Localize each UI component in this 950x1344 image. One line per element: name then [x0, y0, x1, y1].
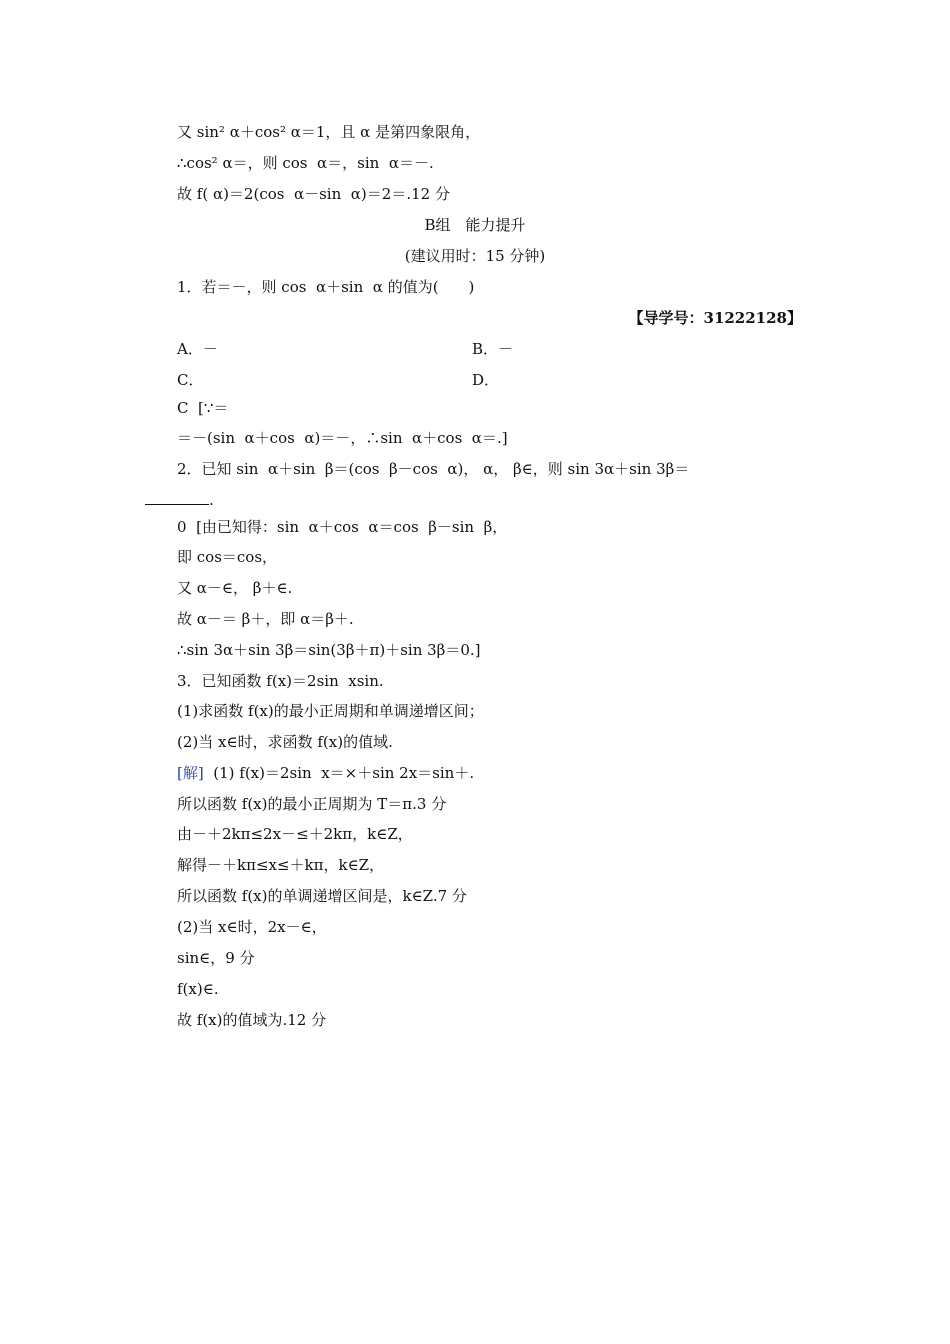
answer-2-line-1: 0 [由已知得：sin α＋cos α＝cos β－sin β， — [177, 518, 508, 536]
time-hint: (建议用时：15 分钟) — [404, 247, 546, 265]
solution-line-5: 所以函数 f(x)的单调递增区间是，k∈Z.7 分 — [177, 887, 467, 905]
solution-line-4: 解得－＋kπ≤x≤＋kπ，k∈Z， — [177, 856, 385, 874]
answer-2-line-3: 又 α－∈， β＋∈. — [177, 579, 293, 597]
answer-2-line-4: 故 α－＝ β＋，即 α＝β＋. — [177, 610, 354, 628]
question-1: 1．若＝－，则 cos α＋sin α 的值为( ) — [177, 278, 475, 296]
answer-blank-period: . — [209, 491, 214, 509]
solution-label: [解] — [177, 764, 204, 782]
text-line-2: ∴cos² α＝，则 cos α＝，sin α＝－. — [177, 154, 434, 172]
option-d: D． — [472, 371, 500, 389]
answer-2-line-2: 即 cos＝cos， — [177, 548, 278, 566]
answer-blank-line — [145, 490, 214, 510]
solution-line-9: 故 f(x)的值域为.12 分 — [177, 1011, 327, 1029]
section-title: B组 能力提升 — [424, 216, 526, 234]
solution-line-6: (2)当 x∈时，2x－∈， — [177, 918, 327, 936]
question-3: 3．已知函数 f(x)＝2sin xsin. — [177, 672, 384, 690]
solution-line-7: sin∈，9 分 — [177, 949, 255, 967]
option-c: C． — [177, 371, 204, 389]
solution-line-1 — [177, 763, 474, 783]
question-3-part-1: (1)求函数 f(x)的最小正周期和单调递增区间； — [177, 702, 484, 720]
answer-1-line-1: C [∵＝ — [177, 399, 229, 417]
answer-2-line-5: ∴sin 3α＋sin 3β＝sin(3β＋π)＋sin 3β＝0.] — [177, 641, 481, 659]
question-2: 2．已知 sin α＋sin β＝(cos β－cos α)， α， β∈，则 sin 3α＋sin 3β＝ — [177, 460, 690, 478]
answer-blank — [145, 490, 209, 505]
solution-line-2: 所以函数 f(x)的最小正周期为 T＝π.3 分 — [177, 795, 447, 813]
text-line-3: 故 f( α)＝2(cos α－sin α)＝2＝.12 分 — [177, 185, 450, 203]
question-3-part-2: (2)当 x∈时，求函数 f(x)的值域. — [177, 733, 393, 751]
option-a: A．－ — [177, 340, 218, 358]
text-line-1: 又 sin² α＋cos² α＝1，且 α 是第四象限角， — [177, 123, 481, 141]
solution-line-3: 由－＋2kπ≤2x－≤＋2kπ，k∈Z， — [177, 825, 413, 843]
answer-1-line-2: ＝－(sin α＋cos α)＝－，∴sin α＋cos α＝.] — [177, 429, 508, 447]
solution-line-8: f(x)∈. — [177, 980, 219, 998]
option-b: B．－ — [472, 340, 514, 358]
solution-line-1-text: (1) f(x)＝2sin x＝×＋sin 2x＝sin＋. — [203, 764, 475, 782]
guide-number: 【导学号：31222128】 — [628, 309, 802, 327]
